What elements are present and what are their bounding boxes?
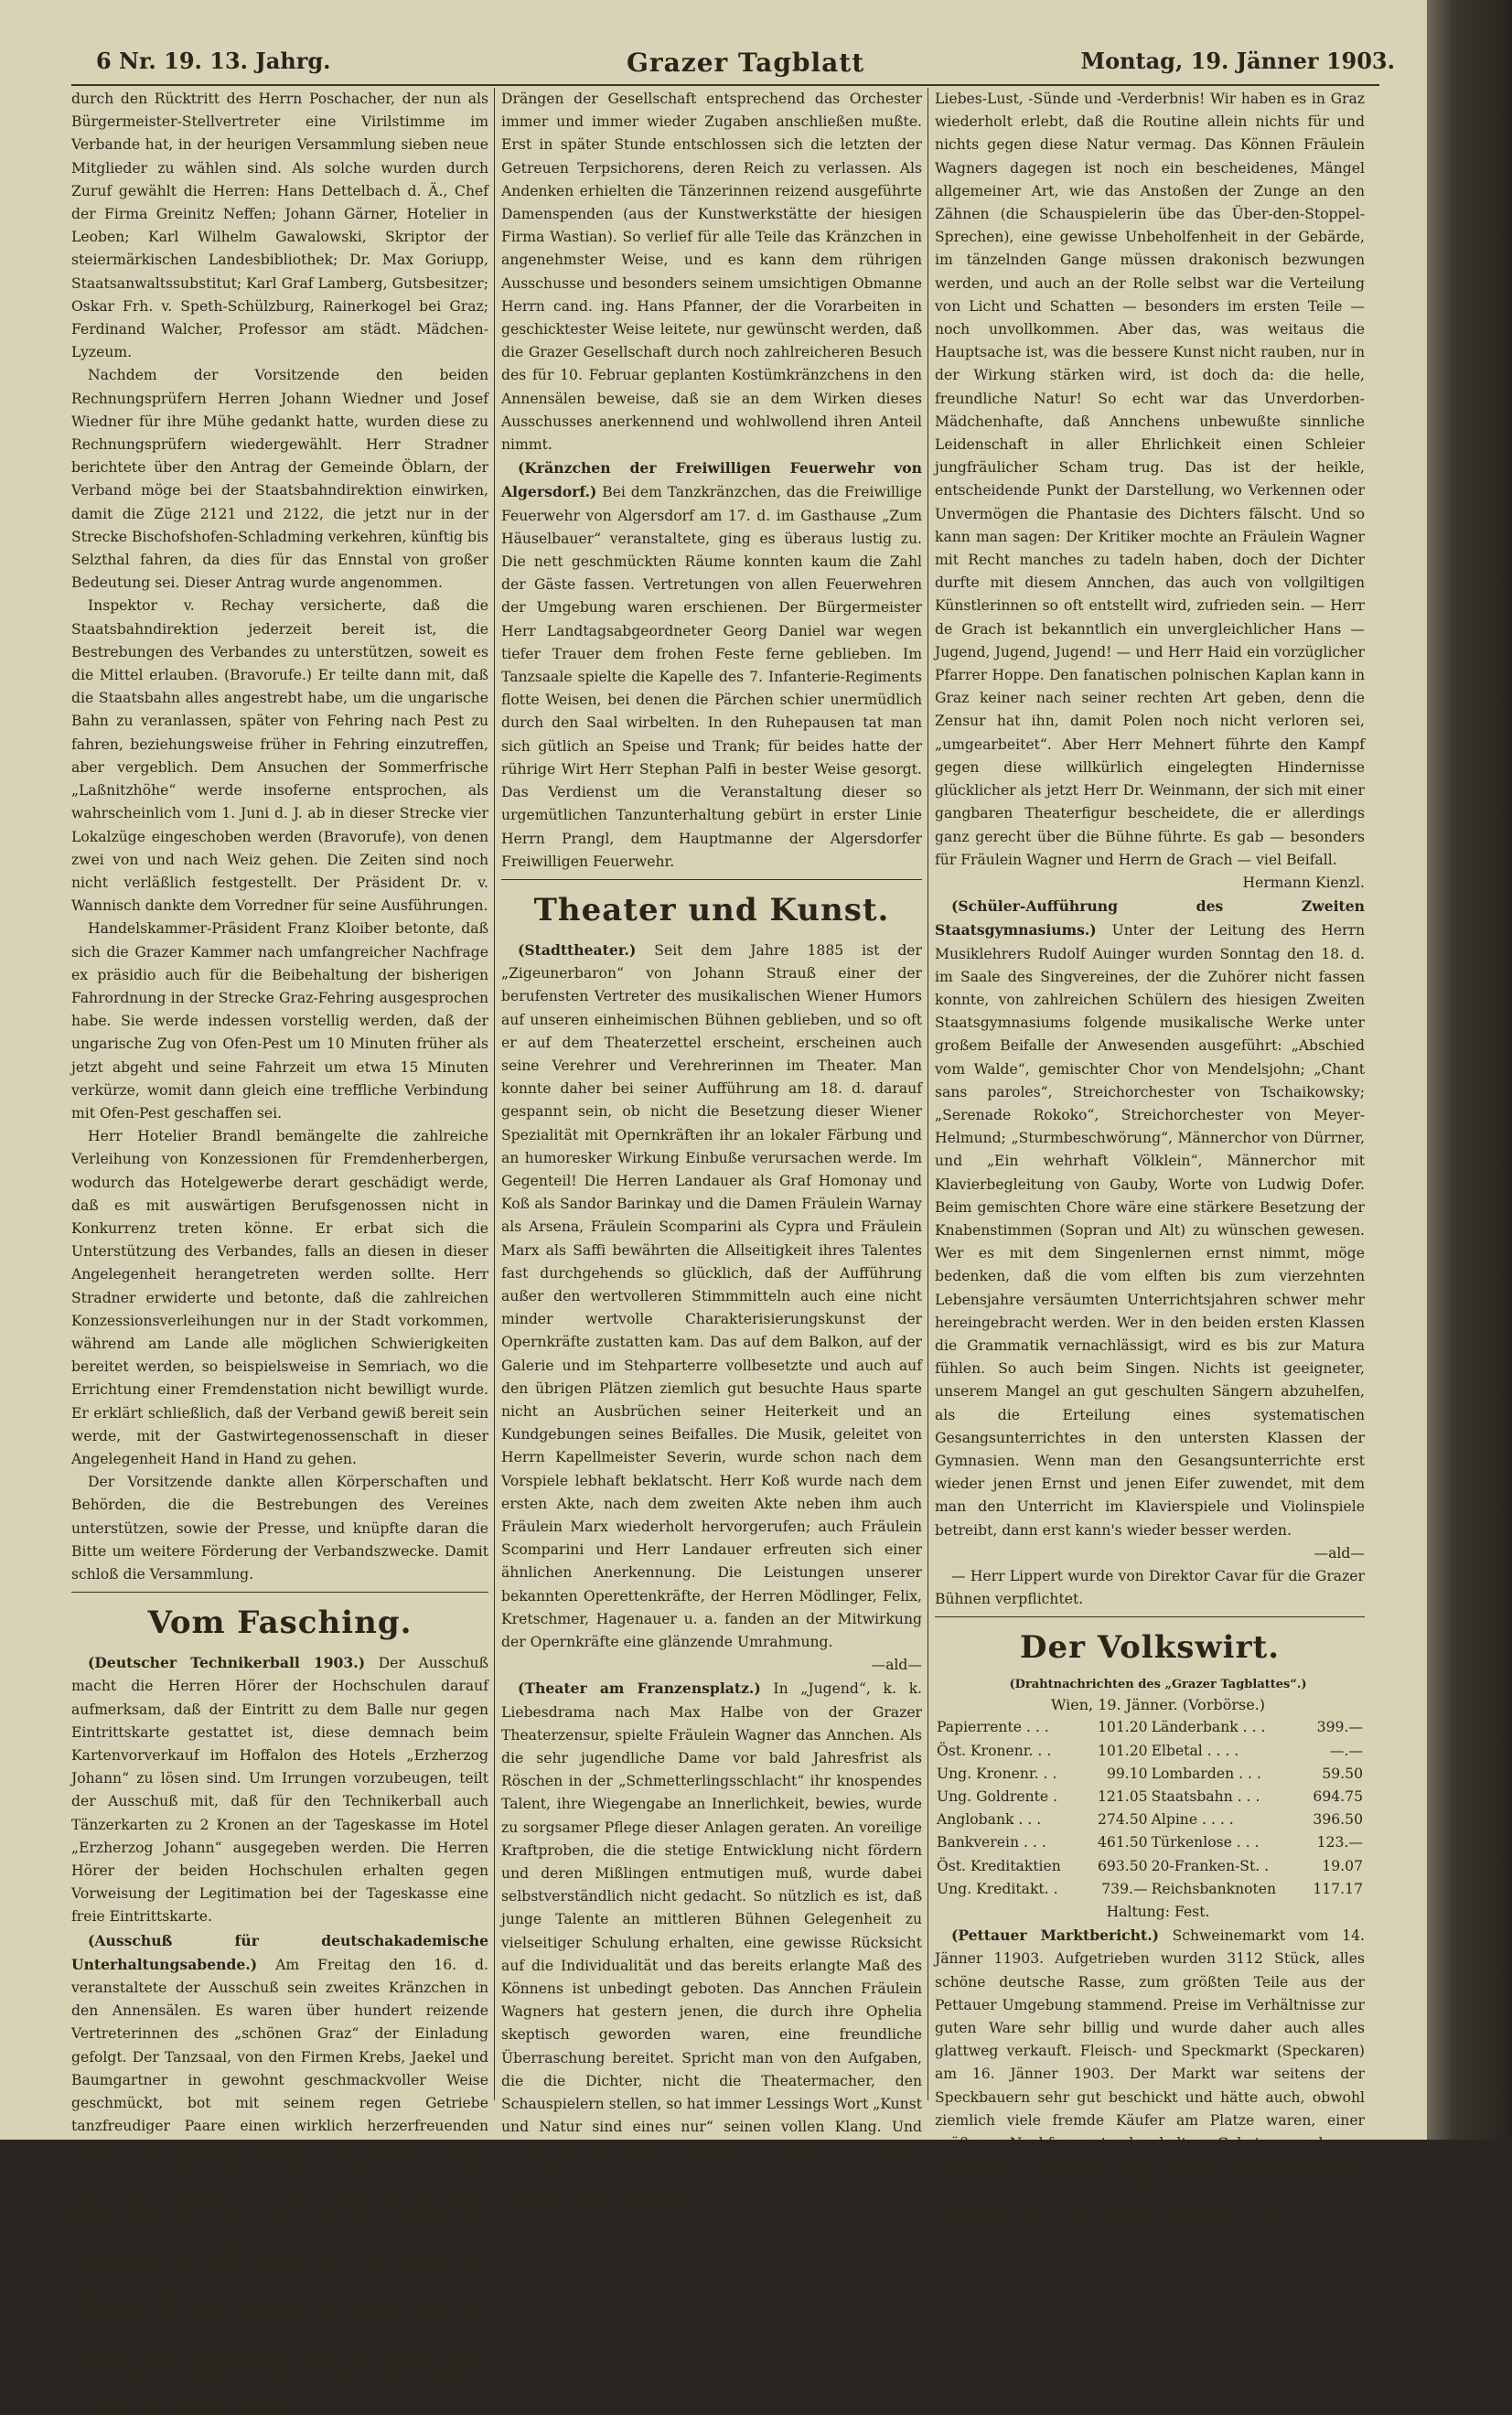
article-lead: (Theater am Franzensplatz.)	[518, 1680, 761, 1698]
article-paragraph	[501, 456, 922, 874]
article-signature: —ald—	[1314, 1544, 1365, 1562]
header-issue: 6 Nr. 19. 13. Jahrg.	[96, 48, 331, 74]
quote-name: Öst. Kronenr. . .	[937, 1742, 1052, 1759]
quote-row	[935, 1809, 1365, 1831]
article-paragraph	[71, 1929, 488, 2415]
article-signature: —ald—	[871, 1657, 922, 1674]
quote-name: Ung. Kreditakt. .	[937, 1880, 1058, 1897]
quote-row	[935, 1716, 1365, 1739]
quote-value: 396.50	[1313, 1811, 1363, 1829]
quote-value: 101.20	[1098, 1742, 1148, 1759]
masthead-title: Grazer Tagblatt	[627, 48, 865, 78]
quote-row	[935, 1855, 1365, 1878]
article-lead: (Ausschuß für deutschakademische Unterhaltungsabende.)	[71, 1931, 488, 1973]
quote-name: Länderbank . . .	[1151, 1719, 1266, 1736]
quote-name: 20-Franken-St. .	[1151, 1857, 1270, 1874]
article-paragraph	[501, 939, 922, 1654]
quote-name: Reichsbanknoten	[1151, 1880, 1277, 1897]
quote-name: Lombarden . . .	[1151, 1765, 1261, 1782]
article-paragraph	[935, 895, 1365, 1542]
quote-value: 59.50	[1322, 1765, 1363, 1782]
column-divider-1	[494, 88, 495, 2100]
article-paragraph	[935, 1924, 1365, 2225]
article-paragraph: Inspektor v. Rechay versicherte, daß die Staatsbahndirektion jederzeit bereit ist, die Bestrebungen des Verbandes zu unterstützen, soweit es die Mittel erlauben. (Bravorufe.) Er teilte dann mit, daß die Staatsbahn alles angestrebt habe, um die ungarische Bahn zu veranlassen, später von Fehring nach Pest zu fahren, beziehungsweise früher in Fehring einzutreffen, aber vergeblich. Dem Ansuchen der Sommerfrische „Laßnitzhöhe“ werde insoferne entsprochen, als wahrscheinlich vom 1. Juni d. J. ab in dieser Strecke vier Lokalzüge eingeschoben werden (Bravorufe), von denen zwei von und nach Weiz gehen. Die Zeiten sind noch nicht verläßlich festgestellt. Der Präsident Dr. v. Wannisch dankte dem Vorredner für seine Ausführungen.	[71, 597, 488, 915]
article-paragraph: Nachdem der Vorsitzende den beiden Rechnungsprüfern Herren Johann Wiedner und Josef Wiedner für ihre Mühe gedankt hatte, wurden diese zu Rechnungsprüfern wiedergewählt. Herr Stradner berichtete über den Antrag der Gemeinde Öblarn, der Verband möge bei der Staatsbahndirektion einwirken, damit die Züge 2121 und 2122, die jetzt nur in der Strecke Bischofshofen-Schladming verkehren, künftig bis Selzthal fahren, da dies für das Ennstal von großer Bedeutung sei. Dieser Antrag wurde angenommen.	[71, 367, 488, 592]
section-title-volkswirt: Der Volkswirt.	[1019, 1629, 1281, 1667]
article-paragraph	[501, 1677, 922, 2208]
quote-row	[935, 1786, 1365, 1809]
market-mood: Haltung: Fest.	[1106, 1904, 1210, 1921]
quote-name: Alpine . . . .	[1151, 1811, 1234, 1829]
quote-value: 693.50	[1098, 1857, 1148, 1874]
quote-name: Bankverein . . .	[937, 1834, 1046, 1852]
section-rule	[935, 1616, 1365, 1617]
market-location-date: Wien, 19. Jänner. (Vorbörse.)	[1051, 1696, 1265, 1714]
section-title-theater: Theater und Kunst.	[533, 891, 890, 928]
quote-name: Staatsbahn . . .	[1151, 1788, 1260, 1806]
quote-name: Anglobank . . .	[937, 1811, 1042, 1829]
quote-value: 101.20	[1098, 1719, 1148, 1736]
article-paragraph: — Herr Lippert wurde von Direktor Cavar für die Grazer Bühnen verpflichtet.	[935, 1568, 1365, 1608]
column-2	[501, 88, 922, 2208]
article-lead: (Stadttheater.)	[518, 940, 637, 959]
article-text: Der Ausschuß macht die Herren Hörer der Hochschulen darauf aufmerksam, daß der Eintritt zu dem Balle nur gegen Eintrittskarte gestattet ist, diese demnach beim Kartenvorverkauf im Hoffalon des Hotels „Erzherzog Johann“ zu lösen sind. Um Irrungen vorzubeugen, teilt der Ausschuß mit, daß für den Technikerball auch Tänzerkarten zu 2 Kronen an der Tageskasse im Hotel „Erzherzog Johann“ ausgegeben werden. Die Herren Hörer der beiden Hochschulen erhalten gegen Vorweisung der Legitimation bei der Tageskasse eine freie Eintrittskarte.	[71, 1655, 488, 1926]
article-paragraph: durch den Rücktritt des Herrn Poschacher, der nun als Bürgermeister-Stellvertreter eine Virilstimme im Verbande hat, in der heurigen Versammlung sieben neue Mitglieder zu wählen sind. Als solche wurden durch Zuruf gewählt die Herren: Hans Dettelbach d. Ä., Chef der Firma Greinitz Neffen; Johann Gärner, Hotelier in Leoben; Karl Wilhelm Gawalowski, Skriptor der steiermärkischen Landesbibliothek; Dr. Max Goriupp, Staatsanwaltssubstitut; Karl Graf Lamberg, Gutsbesitzer; Oskar Frh. v. Speth-Schülzburg, Rainerkogel bei Graz; Ferdinand Walcher, Professor am städt. Mädchen-Lyzeum.	[71, 91, 488, 361]
article-paragraph: Liebes-Lust, -Sünde und -Verderbnis! Wir haben es in Graz wiederholt erlebt, daß die Routine allein nichts für und nichts gegen diese Natur vermag. Das Können Fräulein Wagners dagegen ist noch ein bescheidenes, Mängel allgemeiner Art, wie das Anstoßen der Zunge an den Zähnen (die Schauspielerin übe das Über-den-Stoppel-Sprechen), eine gewisse Unbeholfenheit in der Gebärde, im tänzelnden Gange müssen drakonisch bezwungen werden, und auch an der Rolle selbst war die Verteilung von Licht und Schatten — besonders im ersten Teile — noch unvollkommen. Aber das, was weitaus die Hauptsache ist, was die bessere Kunst nicht rauben, nur in der Wirkung stärken wird, ist doch da: die helle, freundliche Natur! So echt war das Unverdorben-Mädchenhafte, daß Annchens unbewußte sinnliche Leidenschaft in aller Ehrlichkeit einen Schleier jungfräulicher Scham trug. Das ist der heikle, entscheidende Punkt der Darstellung, wo Verkennen oder Unvermögen die Phantasie des Dichters fälscht. Und so kann man sagen: Der Kritiker mochte an Fräulein Wagner mit Recht manches zu tadeln haben, doch der Dichter durfte mit diesem Annchen, das auch von vollgiltigen Künstlerinnen so oft entstellt wird, zufrieden sein. — Herr de Grach ist bekanntlich ein unvergleichlicher Hans — Jugend, Jugend, Jugend! — und Herr Haid ein vorzüglicher Pfarrer Hoppe. Den fanatischen polnischen Kaplan kann in Graz keiner nach seiner rechten Art geben, denn die Zensur hat ihn, damit Polen noch nicht verloren sei, „umgearbeitet“. Aber Herr Mehnert führte den Kampf gegen diese willkürlich eingelegten Hindernisse glücklicher als jetzt Herr Dr. Weinmann, der sich mit einer gangbaren Theaterfigur bescheidete, die er allerdings ganz gerecht über die Bühne führte. Es gab — besonders für Fräulein Wagner und Herrn de Grach — viel Beifall.	[935, 91, 1365, 868]
quote-value: 121.05	[1098, 1788, 1148, 1806]
column-1	[71, 88, 488, 2415]
quote-name: Öst. Kreditaktien	[937, 1857, 1061, 1874]
quote-value: —.—	[1329, 1742, 1363, 1759]
section-rule	[501, 879, 922, 880]
quote-row	[935, 1763, 1365, 1786]
page-header	[96, 48, 1395, 84]
article-paragraph: Der Vorsitzende dankte allen Körperschaften und Behörden, die die Bestrebungen des Vereines unterstützen, sowie der Presse, und knüpfte daran die Bitte um weitere Förderung der Verbandszwecke. Damit schloß die Versammlung.	[71, 1474, 488, 1583]
quote-value: 99.10	[1106, 1765, 1148, 1782]
article-text: Unter der Leitung des Herrn Musiklehrers Rudolf Auinger wurden Sonntag den 18. d. im Saale des Singvereines, der die Zuhörer nicht fassen konnte, von zahlreichen Schülern des hiesigen Zweiten Staatsgymnasiums folgende musikalische Werke unter großem Beifalle der Anwesenden ausgeführt: „Abschied vom Walde“, gemischter Chor von Mendelsjohn; „Chant sans paroles“, Streichorchester von Tschaikowsky; „Serenade Rokoko“, Streichorchester von Meyer-Helmund; „Sturmbeschwörung“, Männerchor von Dürrner, und „Ein wehrhaft Völklein“, Männerchor mit Klavierbegleitung von Gauby, Worte von Ludwig Dofer. Beim gemischten Chore wäre eine stärkere Besetzung der Knabenstimmen (Sopran und Alt) zu wünschen gewesen. Wer es mit dem Singenlernen ernst nimmt, möge bedenken, daß die vom elften bis zum vierzehnten Lebensjahre versäumten Unterrichtsjahren schwer mehr hereingebracht werden. Wer in den beiden ersten Klassen die Grammatik vernachlässigt, wird es bis zur Matura fühlen. So auch beim Singen. Nichts ist geeigneter, unserem Mangel an gut geschulten Sängern abzuhelfen, als die Erteilung eines systematischen Gesangsunterrichtes in den untersten Klassen der Gymnasien. Wenn man den Gesangsunterrichte erst wieder jenen Ernst und jenen Eifer zuwendet, mit dem man den Unterricht im Klavierspiele und Violinspiele betreibt, dann erst kann's wieder besser werden.	[935, 922, 1365, 1539]
article-lead: (Schüler-Aufführung des Zweiten Staatsgymnasiums.)	[935, 897, 1365, 939]
stock-quotes-table	[935, 1716, 1365, 1901]
quote-value: 123.—	[1316, 1834, 1363, 1852]
article-paragraph: Herr Hotelier Brandl bemängelte die zahlreiche Verleihung von Konzessionen für Fremdenherbergen, wodurch das Hotelgewerbe derart geschädigt werde, daß es mit auswärtigen Berufsgenossen nicht in Konkurrenz treten könne. Er erbat sich die Unterstützung des Verbandes, falls an diesen in dieser Angelegenheit herangetreten werden sollte. Herr Stradner erwiderte und betonte, daß die zahlreichen Konzessionsverleihungen nur in der Stadt vorkommen, während am Lande alle möglichen Schwierigkeiten bereitet werden, so beispielsweise in Semriach, wo die Errichtung einer Fremdenstation nicht bewilligt wurde. Er erklärt schließlich, daß der Verband gewiß bereit sein werde, mit der Gastwirtegenossenschaft in dieser Angelegenheit Hand in Hand zu gehen.	[71, 1128, 488, 1467]
quote-value: 399.—	[1316, 1719, 1363, 1736]
article-text: Am Freitag den 16. d. veranstaltete der Ausschuß sein zweites Kränzchen in den Annensälen. Es waren über hundert reizende Vertreterinnen des „schönen Graz“ der Einladung gefolgt. Der Tanzsaal, von den Firmen Krebs, Jaekel und Baumgartner in gewohnt geschmackvoller Weise geschmückt, bot mit seinem regen Getriebe tanzfreudiger Paare einen wirklich herzerfreuenden Anblick. Die einschmeichelnden und feurigen Weisen unserer alten Tonmeister von der bewährten Kapelle des Herrn Kybl vorzüglich zu Gehör gebracht, bewirkten denn auch gar bald, daß sich die Herren, die größtenteils den akademischen Kreisen unserer Stadt angehörten, mit solcher Freude und — fast möchte man sagen — Begeisterung der schönen Kunst Terpsichorens hingaben, daß an die Ausdauer der jungen Damen die größten Anforderungen gestellt wurden. Die allgemeine Tanzlust nahm auch späterhin nicht ab, sondern erfuhr nach der Ruhepause sogar noch eine derartige Steigerung, daß dem stürmischen	[71, 1956, 488, 2411]
quote-name: Türkenlose . . .	[1151, 1834, 1260, 1852]
article-text: Schweinemarkt vom 14. Jänner 11903. Aufgetrieben wurden 3112 Stück, alles schöne deutsche Rasse, zum größten Teile aus der Pettauer Umgebung stammend. Preise im Verhältnisse zur guten Ware sehr billig und wurde daher auch alles glattweg verkauft. Fleisch- und Speckmarkt (Speckaren) am 16. Jänner 1903. Der Markt war seitens der Speckbauern sehr gut beschickt und hätte auch, obwohl ziemlich viele fremde Käufer am Platze waren, einer größeren Nachfrage stand gehalten. Geboten wurde nur Prima-Ware. Preislagen: Prima-Speck (ohne Schwarte) 62 bis 64 kr., Schmer 64 bis 68 kr., Schinken 52 bis 54 kr., Schulter 49 bis 50 kr., Rücken-Fischfleisch 70 bis	[935, 1927, 1365, 2221]
article-text: Bei dem Tanzkränzchen, das die Freiwillige Feuerwehr von Algersdorf am 17. d. im Gasthause „Zum Häuselbauer“ veranstaltete, ging es überaus lustig zu. Die nett geschmückten Räume konnten kaum die Zahl der Gäste fassen. Vertretungen von allen Feuerwehren der Umgebung waren erschienen. Der Bürgermeister Herr Landtagsabgeordneter Georg Daniel war wegen tiefer Trauer dem frohen Feste ferne geblieben. Im Tanzsaale spielte die Kapelle des 7. Infanterie-Regiments flotte Weisen, bei denen die Pärchen schier unermüdlich durch den Saal wirbelten. In den Ruhepausen tat man sich gütlich an Speise und Trank; für beides hatte der rührige Wirt Herr Stephan Palfi in bester Weise gesorgt. Das Verdienst um die Veranstaltung dieser so urgemütlichen Tanzunterhaltung gebürt in erster Linie Herrn Prangl, dem Hauptmanne der Algersdorfer Freiwilligen Feuerwehr.	[501, 484, 922, 870]
header-rule	[71, 84, 1379, 86]
quote-name: Papierrente . . .	[937, 1719, 1049, 1736]
quote-name: Ung. Goldrente .	[937, 1788, 1058, 1806]
article-paragraph: Handelskammer-Präsident Franz Kloiber betonte, daß sich die Grazer Kammer nach umfangreicher Nachfrage ex präsidio auch für die Beibehaltung der bisherigen Fahrordnung in der Strecke Graz-Fehring ausgesprochen habe. Sie werde indessen vorstellig werden, daß der ungarische Zug von Ofen-Pest um 10 Minuten früher als jetzt abgeht und seine Fahrzeit um etwa 15 Minuten verkürze, womit dann gleich eine treffliche Verbindung mit Ofen-Pest geschaffen sei.	[71, 920, 488, 1122]
quote-name: Elbetal . . . .	[1151, 1742, 1239, 1759]
quote-row	[935, 1878, 1365, 1901]
quote-value: 461.50	[1098, 1834, 1148, 1852]
quote-row	[935, 1740, 1365, 1763]
article-signature: Hermann Kienzl.	[1242, 874, 1365, 891]
quote-name: Ung. Kronenr. . .	[937, 1765, 1057, 1782]
article-text: Seit dem Jahre 1885 ist der „Zigeunerbaron“ von Johann Strauß einer der berufensten Vertreter des musikalischen Wiener Humors auf unseren einheimischen Bühnen geblieben, und so oft er auf dem Theaterzettel erscheint, erscheinen auch seine Verehrer und Verehrerinnen im Theater. Man konnte daher bei seiner Aufführung am 18. d. darauf gespannt sein, ob nicht die Besetzung dieser Wiener Spezialität mit Opernkräften ihr an lokaler Färbung und an humoresker Wirkung Einbuße verursachen werde. Im Gegenteil! Die Herren Landauer als Graf Homonay und Koß als Sandor Barinkay und die Damen Fräulein Warnay als Arsena, Fräulein Scomparini als Cypra und Fräulein Marx als Saffi bewährten die Allseitigkeit ihres Talentes fast durchgehends so glücklich, daß der Aufführung außer den wertvolleren Stimmmitteln auch eine nicht minder wertvolle Charakterisierungskunst der Opernkräfte zustatten kam. Das auf dem Balkon, auf der Galerie und im Stehparterre vollbesetzte und auch auf den übrigen Plätzen ziemlich gut besuchte Haus sparte nicht an Ausbrüchen seiner Heiterkeit und an Kundgebungen seines Beifalles. Die Musik, geleitet von Herrn Kapellmeister Severin, wurde schon nach dem Vorspiele lebhaft beklatscht. Herr Koß wurde nach dem ersten Akte, nach dem zweiten Akte neben ihm auch Fräulein Marx wiederholt hervorgerufen; auch Fräulein Scomparini und Herr Landauer erfreuten sich einer ähnlichen Anerkennung. Die Leistungen unserer bekannten Operettenkräfte, der Herren Mödlinger, Felix, Kretschmer, Hagenauer u. a. fanden an der Mitwirkung der Opernkräfte eine glänzende Umrahmung.	[501, 941, 922, 1650]
article-text: In „Jugend“, k. k. Liebesdrama nach Max Halbe von der Grazer Theaterzensur, spielte Fräulein Wagner das Annchen. Als die sehr jugendliche Dame vor bald Jahresfrist als Röschen in der „Schmetterlingsschlacht“ ihr knospendes Talent, ihre Wiegengabe an Innerlichkeit, bewies, wurde zu sorgsamer Pflege dieser Anlagen geraten. An voreilige Kraftproben, die die stetige Entwicklung nicht fördern und deren Mißlingen entmutigen muß, wurde dabei selbstverständlich nicht gedacht. So nützlich es ist, daß junge Talente an mittleren Bühnen Gelegenheit zu vielseitiger Schulung erhalten, eine gewisse Rücksicht auf die Individualität und das bereits erlangte Maß des Könnens ist unbedingt geboten. Das Annchen Fräulein Wagners hat gestern jenen, die durch ihre Ophelia skeptisch geworden waren, eine freundliche Überraschung bereitet. Spricht man von den Aufgaben, die die Dichter, nicht die Theatermacher, den Schauspielern stellen, so hat immer Lessings Wort „Kunst und Natur sind eines nur“ seinen vollen Klang. Und schon gar für Halbes Annchen, für diese von keinem Kunstgärtner „veredelte“ holde Feldblume der Natur in der Blüte ihrer kindlichen	[501, 1680, 922, 2205]
quote-value: 19.07	[1322, 1857, 1363, 1874]
section-rule	[71, 1592, 488, 1593]
quote-value: 739.—	[1101, 1880, 1148, 1897]
article-lead: (Kränzchen der Freiwilligen Feuerwehr von Algersdorf.)	[501, 459, 922, 501]
article-paragraph	[71, 1651, 488, 1928]
article-lead: (Pettauer Marktbericht.)	[951, 1927, 1160, 1945]
column-3	[935, 88, 1365, 2225]
header-date: Montag, 19. Jänner 1903.	[1080, 48, 1395, 74]
quote-value: 274.50	[1098, 1811, 1148, 1829]
quote-row	[935, 1831, 1365, 1854]
section-subtitle: (Drahtnachrichten des „Grazer Tagblattes“.)	[1009, 1678, 1307, 1692]
article-lead: (Deutscher Technikerball 1903.)	[88, 1654, 366, 1672]
scan-edge	[1427, 0, 1512, 2140]
article-paragraph: Drängen der Gesellschaft entsprechend das Orchester immer und immer wieder Zugaben anschließen mußte. Erst in später Stunde entschlossen sich die letzten der Getreuen Terpsichorens, deren Reich zu verlassen. Als Andenken erhielten die Tänzerinnen reizend ausgeführte Damenspenden (aus der Kunstwerkstätte der hiesigen Firma Wastian). So verlief für alle Teile das Kränzchen in angenehmster Weise, und es kann dem rührigen Ausschusse und besonders seinem umsichtigen Obmanne Herrn cand. ing. Hans Pfanner, der die Vorarbeiten in geschicktester Weise leitete, nur gewünscht werden, daß die Grazer Gesellschaft durch noch zahlreicheren Besuch des für 10. Februar geplanten Kostümkränzchens in den Annensälen beweise, daß sie an dem Wirken dieses Ausschusses anerkennend und wohlwollend ihren Anteil nimmt.	[501, 91, 922, 454]
quote-value: 117.17	[1313, 1880, 1363, 1897]
quote-value: 694.75	[1313, 1788, 1363, 1806]
section-title-fasching: Vom Fasching.	[147, 1605, 413, 1642]
